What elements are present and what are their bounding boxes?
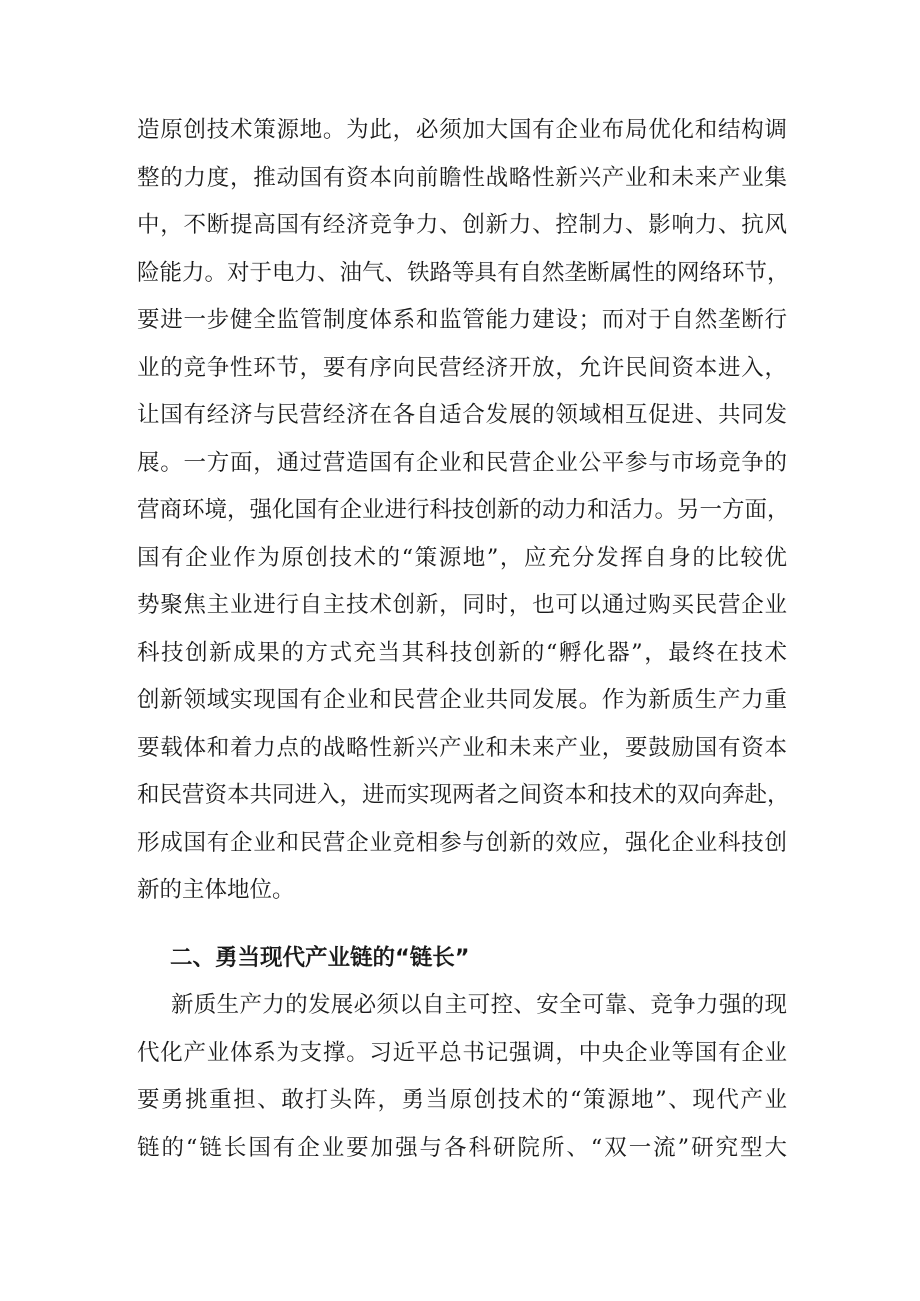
paragraph-2 (137, 982, 787, 1172)
paragraph-line: 新质生产力的发展必须以自主可控、安全可靠、竞争力强的现 (171, 992, 787, 1018)
paragraph-line: 势聚焦主业进行自主技术创新，同时，也可以通过购买民营企业 (137, 592, 787, 618)
paragraph-line: 营商环境，强化国有企业进行科技创新的动力和活力。另一方面， (137, 497, 790, 523)
paragraph-line: 国有企业作为原创技术的“策源地”，应充分发挥自身的比较优 (137, 544, 787, 571)
paragraph-line: 和民营资本共同进入，进而实现两者之间资本和技术的双向奔赴， (137, 782, 790, 808)
paragraph-line: 要载体和着力点的战略性新兴产业和未来产业，要鼓励国有资本 (137, 734, 787, 761)
paragraph-line: 造原创技术策源地。为此，必须加大国有企业布局优化和结构调 (137, 117, 787, 143)
paragraph-1 (137, 107, 790, 915)
paragraph-line: 形成国有企业和民营企业竞相参与创新的效应，强化企业科技创 (137, 829, 787, 856)
paragraph-line: 要勇挑重担、敢打头阵，勇当原创技术的“策源地”、现代产业 (137, 1087, 787, 1113)
paragraph-line: 整的力度，推动国有资本向前瞻性战略性新兴产业和未来产业集 (137, 164, 787, 191)
paragraph-line: 要进一步健全监管制度体系和监管能力建设；而对于自然垄断行 (137, 307, 787, 333)
paragraph-line: 展。一方面，通过营造国有企业和民营企业公平参与市场竞争的 (137, 449, 787, 476)
section-heading: 二、勇当现代产业链的“链长” (170, 945, 470, 971)
paragraph-line: 中，不断提高国有经济竞争力、创新力、控制力、影响力、抗风 (137, 212, 787, 238)
paragraph-line: 业的竞争性环节，要有序向民营经济开放，允许民间资本进入， (137, 354, 787, 381)
paragraph-line: 科技创新成果的方式充当其科技创新的“孵化器”，最终在技术 (137, 639, 787, 666)
paragraph-line: 创新领域实现国有企业和民营企业共同发展。作为新质生产力重 (137, 687, 787, 713)
paragraph-line: 险能力。对于电力、油气、铁路等具有自然垄断属性的网络环节， (137, 259, 790, 286)
paragraph-line: 新的主体地位。 (137, 877, 295, 903)
paragraph-line: 让国有经济与民营经济在各自适合发展的领域相互促进、共同发 (137, 402, 787, 428)
paragraph-line: 链的“链长国有企业要加强与各科研院所、“双一流”研究型大 (137, 1134, 787, 1161)
paragraph-line: 代化产业体系为支撑。习近平总书记强调，中央企业等国有企业 (137, 1039, 787, 1066)
